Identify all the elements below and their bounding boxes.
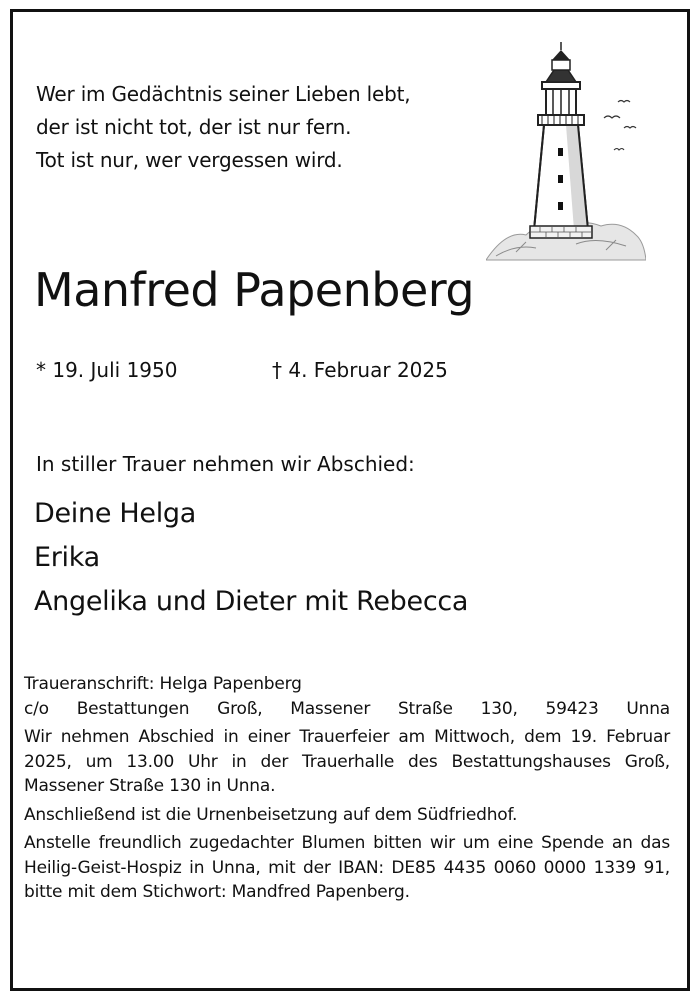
address-line: c/o Bestattungen Groß, Massener Straße 130, 59423 Unna (24, 698, 670, 719)
death-date: † 4. Februar 2025 (272, 358, 448, 382)
birth-date: * 19. Juli 1950 (36, 358, 178, 382)
address-line: Traueranschrift: Helga Papenberg (24, 674, 302, 694)
bird-icon (604, 116, 620, 118)
memorial-quote (36, 78, 410, 177)
mourning-intro: In stiller Trauer nehmen wir Abschied: (36, 452, 415, 476)
tower-window (558, 202, 563, 210)
ceremony-text: Wir nehmen Abschied in einer Trauerfeier am Mittwoch, dem 19. Februar 2025, um 13.00 Uhr in der Trauerhalle des Bestattungshauses Groß, Massener Straße 130 in Unna. (24, 727, 670, 796)
lighthouse-illustration (486, 30, 646, 270)
quote-line: Tot ist nur, wer vergessen wird. (36, 148, 343, 172)
tower-gallery (538, 115, 584, 125)
funeral-details (24, 672, 670, 909)
quote-line: der ist nicht tot, der ist nur fern. (36, 115, 352, 139)
mourners-list (34, 492, 468, 624)
mourner-name: Erika (34, 542, 100, 573)
bird-icon (618, 101, 630, 103)
bird-icon (624, 127, 636, 129)
mourner-name: Deine Helga (34, 498, 197, 529)
mourner-name: Angelika und Dieter mit Rebecca (34, 586, 469, 617)
donation-text: Anstelle freundlich zugedachter Blumen bitten wir um eine Spende an das Heilig-Geist-Hospiz in Unna, mit der IBAN: DE85 4435 0060 0000 1339 91, bitte mit dem Stichwort: Mandfred Papenberg. (24, 833, 670, 902)
tower-window (558, 148, 563, 156)
lantern-roof (546, 70, 576, 82)
deceased-name: Manfred Papenberg (34, 263, 475, 317)
quote-line: Wer im Gedächtnis seiner Lieben lebt, (36, 82, 411, 106)
tower-window (558, 175, 563, 183)
burial-text: Anschließend ist die Urnenbeisetzung auf dem Südfriedhof. (24, 804, 518, 825)
bird-icon (614, 149, 624, 151)
